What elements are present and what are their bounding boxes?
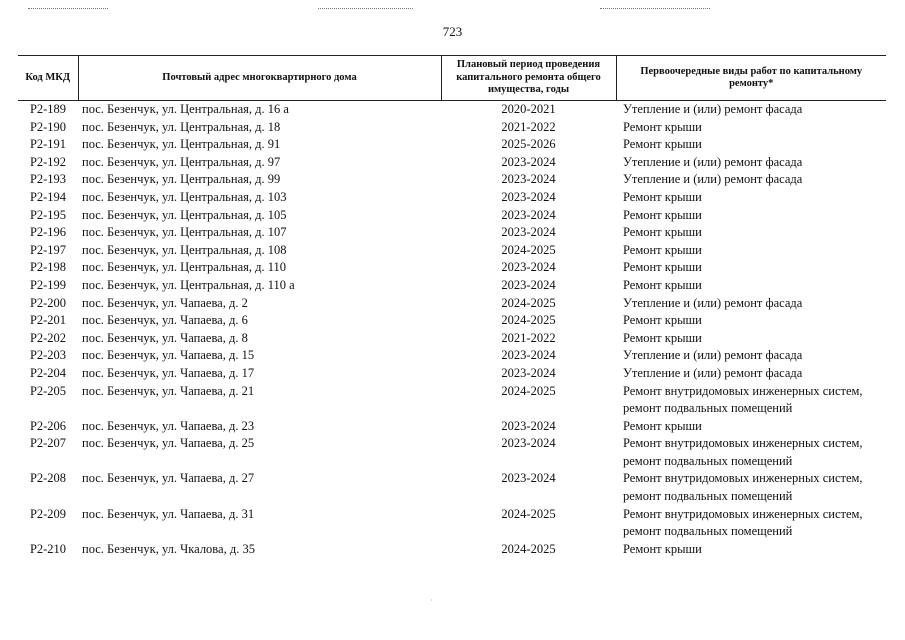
table-body	[18, 101, 886, 559]
cell-works: Ремонт крыши	[623, 313, 702, 328]
table-row	[18, 119, 886, 137]
cell-address: пос. Безенчук, ул. Центральная, д. 110	[82, 260, 287, 275]
cell-address: пос. Безенчук, ул. Центральная, д. 108	[82, 242, 287, 257]
cell-works: Ремонт внутридомовых инженерных систем, ремонт подвальных помещений	[623, 383, 863, 416]
table-header-row	[18, 56, 886, 101]
table-row	[18, 171, 886, 189]
cell-works: Утепление и (или) ремонт фасада	[623, 365, 803, 380]
table-row	[18, 312, 886, 330]
cell-code: Р2-198	[29, 260, 67, 275]
cell-works: Ремонт крыши	[623, 207, 702, 222]
cell-address: пос. Безенчук, ул. Чапаева, д. 31	[82, 506, 255, 521]
cell-period: 2023-2024	[501, 172, 556, 187]
cell-code: Р2-200	[29, 295, 67, 310]
cell-code: Р2-208	[29, 471, 67, 486]
cell-code: Р2-204	[29, 365, 67, 380]
table-row	[18, 242, 886, 260]
cell-period: 2024-2025	[501, 383, 556, 398]
cell-period: 2020-2021	[501, 102, 556, 116]
table-row	[18, 541, 886, 559]
table-row	[18, 330, 886, 348]
cell-address: пос. Безенчук, ул. Центральная, д. 97	[82, 154, 281, 169]
cell-works: Ремонт крыши	[623, 119, 702, 134]
capital-repair-table	[18, 55, 886, 558]
table-row	[18, 418, 886, 436]
page-number: 723	[442, 24, 463, 39]
cell-address: пос. Безенчук, ул. Чкалова, д. 35	[82, 541, 255, 556]
cell-code: Р2-191	[29, 137, 67, 152]
cell-address: пос. Безенчук, ул. Центральная, д. 103	[82, 189, 287, 204]
cell-code: Р2-199	[29, 277, 67, 292]
cell-period: 2023-2024	[501, 436, 556, 451]
cell-code: Р2-192	[29, 154, 67, 169]
cell-period: 2021-2022	[501, 330, 556, 345]
cell-code: Р2-197	[29, 242, 67, 257]
cell-address: пос. Безенчук, ул. Центральная, д. 91	[82, 137, 281, 152]
cell-code: Р2-202	[29, 330, 67, 345]
table-row	[18, 383, 886, 418]
cell-period: 2021-2022	[501, 119, 556, 134]
cell-address: пос. Безенчук, ул. Центральная, д. 107	[82, 225, 287, 240]
cell-period: 2023-2024	[501, 418, 556, 433]
cell-period: 2023-2024	[501, 260, 556, 275]
cell-works: Утепление и (или) ремонт фасада	[623, 102, 803, 116]
header-works: Первоочередные виды работ по капитальному ремонту*	[616, 56, 886, 101]
cell-works: Утепление и (или) ремонт фасада	[623, 348, 803, 363]
cell-address: пос. Безенчук, ул. Центральная, д. 16 а	[82, 102, 289, 116]
cell-code: Р2-190	[29, 119, 67, 134]
cell-code: Р2-201	[29, 313, 67, 328]
cell-period: 2023-2024	[501, 277, 556, 292]
cell-address: пос. Безенчук, ул. Чапаева, д. 23	[82, 418, 255, 433]
cell-code: Р2-189	[29, 102, 67, 116]
cell-address: пос. Безенчук, ул. Центральная, д. 110 а	[82, 277, 295, 292]
cell-period: 2023-2024	[501, 154, 556, 169]
cell-code: Р2-193	[29, 172, 67, 187]
table-row	[18, 224, 886, 242]
header-address: Почтовый адрес многоквартирного дома	[78, 56, 441, 101]
cell-period: 2023-2024	[501, 189, 556, 204]
cell-address: пос. Безенчук, ул. Центральная, д. 105	[82, 207, 287, 222]
table-row	[18, 136, 886, 154]
table-row	[18, 435, 886, 470]
cell-works: Ремонт крыши	[623, 260, 702, 275]
cell-address: пос. Безенчук, ул. Чапаева, д. 25	[82, 436, 255, 451]
table-row	[18, 365, 886, 383]
cell-works: Ремонт внутридомовых инженерных систем, ремонт подвальных помещений	[623, 506, 863, 539]
cell-period: 2024-2025	[501, 295, 556, 310]
cell-works: Утепление и (или) ремонт фасада	[623, 154, 803, 169]
header-code: Код МКД	[18, 56, 78, 101]
cell-code: Р2-194	[29, 189, 67, 204]
table-row	[18, 295, 886, 313]
cell-address: пос. Безенчук, ул. Чапаева, д. 21	[82, 383, 255, 398]
cell-works: Ремонт крыши	[623, 330, 702, 345]
cell-address: пос. Безенчук, ул. Чапаева, д. 8	[82, 330, 248, 345]
cell-period: 2023-2024	[501, 348, 556, 363]
cell-period: 2023-2024	[501, 225, 556, 240]
cell-works: Ремонт крыши	[623, 277, 702, 292]
cell-code: Р2-206	[29, 418, 67, 433]
cell-address: пос. Безенчук, ул. Чапаева, д. 17	[82, 365, 255, 380]
table-row	[18, 277, 886, 295]
scan-speck: ·	[430, 596, 433, 605]
cell-works: Ремонт внутридомовых инженерных систем, ремонт подвальных помещений	[623, 436, 863, 468]
cell-period: 2024-2025	[501, 313, 556, 328]
cell-address: пос. Безенчук, ул. Чапаева, д. 2	[82, 295, 248, 310]
cell-period: 2023-2024	[501, 365, 556, 380]
cell-address: пос. Безенчук, ул. Центральная, д. 18	[82, 119, 281, 134]
table-row	[18, 207, 886, 225]
cell-period: 2024-2025	[501, 506, 556, 521]
cell-code: Р2-203	[29, 348, 67, 363]
cell-works: Ремонт крыши	[623, 137, 702, 152]
cell-address: пос. Безенчук, ул. Чапаева, д. 27	[82, 471, 255, 486]
cell-works: Ремонт внутридомовых инженерных систем, ремонт подвальных помещений	[623, 471, 863, 504]
cell-address: пос. Безенчук, ул. Центральная, д. 99	[82, 172, 281, 187]
cell-period: 2023-2024	[501, 207, 556, 222]
cell-code: Р2-205	[29, 383, 67, 398]
cell-code: Р2-195	[29, 207, 67, 222]
cell-period: 2025-2026	[501, 137, 556, 152]
table-row	[18, 259, 886, 277]
cell-works: Утепление и (или) ремонт фасада	[623, 172, 803, 187]
table-row	[18, 101, 886, 119]
top-rule-left	[28, 8, 108, 9]
cell-code: Р2-207	[29, 436, 67, 451]
cell-works: Ремонт крыши	[623, 242, 702, 257]
table-row	[18, 154, 886, 172]
cell-period: 2024-2025	[501, 541, 556, 556]
table-row	[18, 506, 886, 541]
cell-code: Р2-196	[29, 225, 67, 240]
table-row	[18, 347, 886, 365]
top-rule-center	[318, 8, 413, 9]
cell-period: 2023-2024	[501, 471, 556, 486]
cell-works: Ремонт крыши	[623, 418, 702, 433]
cell-code: Р2-210	[29, 541, 67, 556]
table-row	[18, 189, 886, 207]
cell-address: пос. Безенчук, ул. Чапаева, д. 15	[82, 348, 255, 363]
cell-works: Ремонт крыши	[623, 189, 702, 204]
header-period: Плановый период проведения капитального ремонта общего имущества, годы	[441, 56, 616, 101]
cell-works: Ремонт крыши	[623, 225, 702, 240]
table-row	[18, 470, 886, 505]
cell-code: Р2-209	[29, 506, 67, 521]
cell-period: 2024-2025	[501, 242, 556, 257]
cell-works: Ремонт крыши	[623, 541, 702, 556]
top-rule-right	[600, 8, 710, 9]
cell-address: пос. Безенчук, ул. Чапаева, д. 6	[82, 313, 248, 328]
cell-works: Утепление и (или) ремонт фасада	[623, 295, 803, 310]
